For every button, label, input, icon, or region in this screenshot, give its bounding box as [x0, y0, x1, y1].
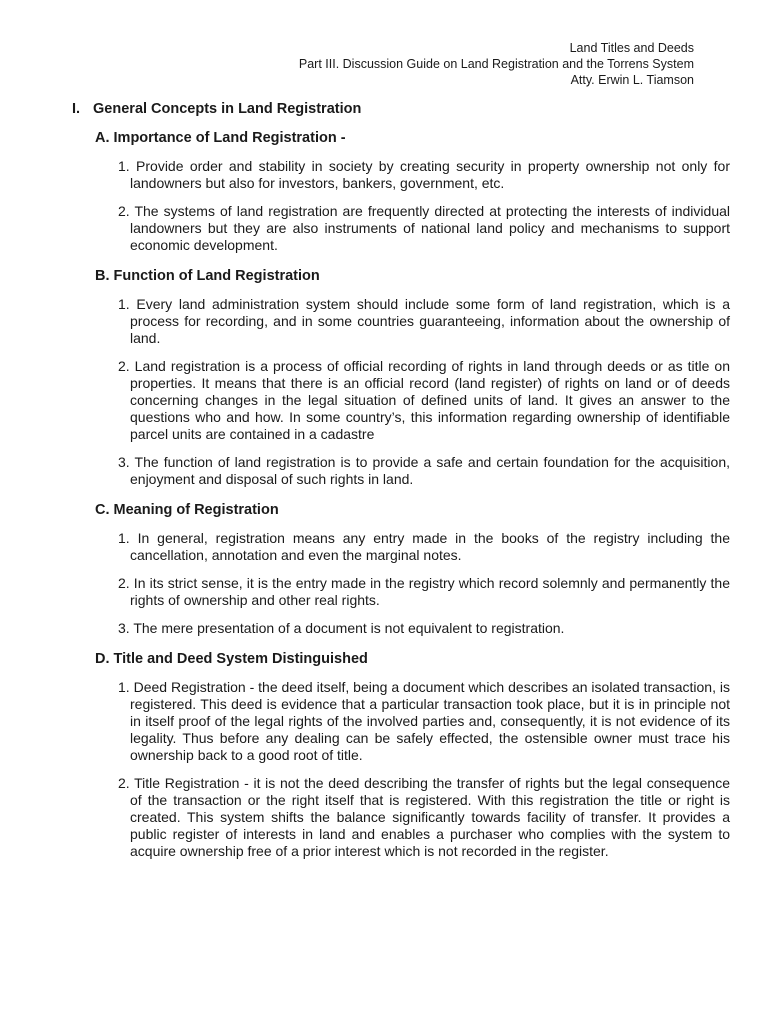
- list-item: 2. The systems of land registration are frequently directed at protecting the interests of individual landowners but they are also instruments of national land policy and mechanisms to support economic development.: [118, 203, 730, 253]
- document-body: [72, 100, 730, 873]
- section-function: [95, 267, 730, 488]
- section-heading: C. Meaning of Registration: [95, 502, 279, 518]
- list-item: 1. Every land administration system should include some form of land registration, which is a process for recording, and in some countries guaranteeing, information about the ownership of land.: [118, 296, 730, 346]
- section-title-deed: [95, 650, 730, 860]
- header-course-title: Land Titles and Deeds: [569, 41, 694, 55]
- list-item: 1. Provide order and stability in society by creating security in property ownership not only for landowners but also for investors, bankers, government, etc.: [118, 158, 730, 191]
- chapter-heading: [72, 100, 697, 118]
- section-importance: [95, 129, 730, 254]
- section-heading: D. Title and Deed System Distinguished: [95, 651, 368, 667]
- section-heading: A. Importance of Land Registration -: [95, 130, 346, 146]
- section-heading: B. Function of Land Registration: [95, 268, 320, 284]
- header-part-title: Part III. Discussion Guide on Land Registration and the Torrens System: [298, 57, 694, 71]
- section-meaning: [95, 501, 730, 637]
- list-item: 2. Land registration is a process of official recording of rights in land through deeds or as title on properties. It means that there is an official record (land register) of rights on land or of deeds concerning changes in the legal situation of defined units of land. It gives an answer to the questions who and how. In some country’s, this information regarding ownership of identifiable parcel units are contained in a cadastre: [118, 358, 730, 442]
- list-item: 3. The function of land registration is to provide a safe and certain foundation for the acquisition, enjoyment and disposal of such rights in land.: [118, 454, 730, 487]
- list-item: 3. The mere presentation of a document is not equivalent to registration.: [118, 620, 565, 636]
- list-item: 1. Deed Registration - the deed itself, being a document which describes an isolated transaction, is registered. This deed is evidence that a particular transaction took place, but it is in principle not in itself proof of the legal rights of the involved parties and, consequently, it is not evidence of its legality. Thus before any dealing can be safely effected, the ostensible owner must trace his ownership back to a good root of title.: [118, 679, 730, 763]
- chapter-number: I.: [72, 101, 81, 117]
- list-item: 2. In its strict sense, it is the entry made in the registry which record solemnly and permanently the rights of ownership and other real rights.: [118, 575, 730, 608]
- header-author: Atty. Erwin L. Tiamson: [570, 73, 694, 87]
- list-item: 1. In general, registration means any entry made in the books of the registry including the cancellation, annotation and even the marginal notes.: [118, 530, 730, 563]
- list-item: 2. Title Registration - it is not the deed describing the transfer of rights but the legal consequence of the transaction or the right itself that is registered. With this registration the title or right is created. This system shifts the balance significantly towards facility of transfer. It provides a public register of interests in land and enables a purchaser who complies with the system to acquire ownership free of a prior interest which is not recorded in the register.: [118, 775, 730, 859]
- chapter-title: General Concepts in Land Registration: [93, 101, 362, 117]
- running-header: [299, 40, 694, 88]
